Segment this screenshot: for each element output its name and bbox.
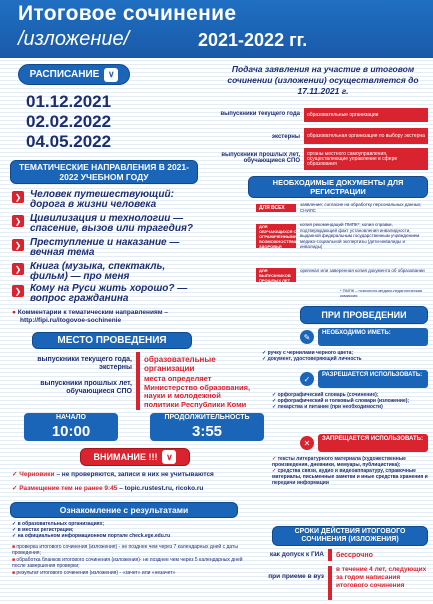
list-item: ✓ орфографический словарь (сочинение); [272,392,379,398]
list-item: ✓ в образовательных организациях; [12,521,105,527]
check-icon: ✓ [300,372,314,386]
place-where-1: образовательные организации [144,355,216,373]
documents-who-2: ДЛЯ ОБУЧАЮЩИХСЯ С ОГРАНИЧЕННЫМИ ВОЗМОЖНОСТЯМИ ЗДОРОВЬЯ [256,224,296,248]
list-item: ✓ ручку с чернилами черного цвета; [262,350,354,356]
place-who-2: выпускники прошлых лет, обучающиеся СПО [40,380,132,395]
application-where-1: образовательные организации [304,108,428,122]
schedule-label: РАСПИСАНИЕ [29,69,100,80]
validity-label-1: как допуск к ГИА [269,551,324,558]
during-heading: ПРИ ПРОВЕДЕНИИ [300,306,428,324]
documents-what-1: заявление; согласие на обработку персональных данных; СНИЛС [300,202,422,213]
validity-marker [328,566,332,600]
check-icon: ✓ [12,471,18,478]
topics-comments: ● Комментарии к тематическим направлениям – http://fipi.ru/itogovoe-sochinenie [12,309,168,324]
list-item: ■ обработка бланков итогового сочинения (изложения)- не позднее чем через 5 календарных дней после завершения проверки; [12,557,243,569]
application-who-2: экстерны [271,134,300,140]
check-icon: ✓ [12,485,18,492]
arrow-right-icon: ❯ [12,285,24,297]
topics-comments-link[interactable]: http://fipi.ru/itogovoe-sochinenie [20,317,122,324]
application-heading: Подача заявления на участие в итоговом сочинении (изложении) осуществляется до 17.11.2021 г. [227,64,419,96]
page-title: Итоговое сочинение [18,2,237,25]
list-item: ✓ на официальном информационном портале check.ege.edu.ru [12,533,171,539]
validity-value-1: бессрочно [336,552,373,559]
forbidden-list [272,456,428,486]
topic-item: ❯ Кому на Руси жить хорошо? — вопрос гражданина [12,284,202,304]
page-year: 2021-2022 гг. [198,30,308,50]
list-item: ✓ лекарства и питание (при необходимости) [272,404,383,410]
duration-value: 3:55 [191,423,223,440]
place-marker [136,352,140,374]
documents-who-3: ДЛЯ ВЫПУСКНИКОВ ПРОШЛЫХ ЛЕТ [256,268,296,282]
need-list [262,350,428,362]
documents-heading: НЕОБХОДИМЫЕ ДОКУМЕНТЫ ДЛЯ РЕГИСТРАЦИИ [248,176,428,198]
arrow-right-icon: ❯ [12,191,24,203]
validity-label-2: при приеме в вуз [268,573,324,580]
topic-item: ❯ Человек путешествующий: дорога в жизни человека [12,190,202,210]
attention-label: ВНИМАНИЕ !!! [93,452,158,462]
forbidden-icon: ✕ [300,436,314,450]
documents-who-1: ДЛЯ ВСЕХ [256,204,296,212]
list-item: ■ проверка итогового сочинения (изложения) - не позднее чем через 7 календарных дней с даты проведения; [12,544,238,556]
map-pin-icon: ● [12,309,16,316]
topic-item: ❯ Преступление и наказание — вечная тема [12,238,202,258]
allowed-list [272,392,428,410]
place-who-1: выпускники текущего года, экстерны [37,356,132,371]
schedule-date-2: 02.02.2022 [26,112,112,131]
application-where-3: органы местного самоуправления, осуществляющие управление в сфере образования [304,148,428,170]
place-heading: МЕСТО ПРОВЕДЕНИЯ [32,332,192,349]
schedule-button[interactable] [18,64,130,85]
schedule-date-3: 04.05.2022 [26,132,112,151]
results-places [12,521,248,539]
results-heading: Ознакомление с результатами [10,502,238,518]
topics-heading: ТЕМАТИЧЕСКИЕ НАПРАВЛЕНИЯ В 2021-2022 УЧЕБНОМ ГОДУ [10,160,198,184]
chevron-down-icon: ∨ [104,68,118,82]
results-notes [12,544,248,576]
validity-heading: СРОКИ ДЕЙСТВИЯ ИТОГОВОГО СОЧИНЕНИЯ (ИЗЛОЖЕНИЯ) [272,526,428,546]
attention-button[interactable] [80,448,190,466]
attention-line-1: ✓ Черновики – не проверяются, записи в них не учитываются [12,471,214,478]
application-who-3: выпускники прошлых лет, обучающиеся СПО [221,152,300,164]
page-subtitle: /изложение/ [18,28,130,50]
documents-footnote: * ПМПК – психолого-медико-педагогическая комиссия [340,288,423,298]
list-item: ✓ орфографический и толковый словари (изложение); [272,398,410,404]
application-who-1: выпускники текущего года [220,111,300,117]
validity-marker [328,549,332,561]
list-item: ✓ средства связи, аудио и видеоаппаратуру, справочные материалы, письменные заметки и иные средства хранения и передачи информации [272,468,428,486]
place-marker [136,374,140,410]
list-item: ■ результат итогового сочинения (изложения) - «зачет» или «незачет» [12,570,176,576]
list-item: ✓ тексты литературного материала (художественные произведения, дневники, мемуары, публицистика); [272,456,406,468]
duration-box: ПРОДОЛЖИТЕЛЬНОСТЬ [150,413,264,441]
application-where-2: образовательная организация по выбору экстерна [304,128,428,144]
allowed-label: РАЗРЕШАЕТСЯ ИСПОЛЬЗОВАТЬ: [318,370,428,388]
pen-icon: ✎ [300,330,314,344]
topic-item: ❯ Цивилизация и технологии — спасение, вызов или трагедия? [12,214,202,234]
place-where-2: места определяет Министерство образования, науки и молодежной политики Республики Коми [144,374,251,409]
attention-line-2: ✓ Размещение тем не ранее 9:45 – topic.rustest.ru, ricoko.ru [12,485,204,492]
arrow-right-icon: ❯ [12,215,24,227]
start-time-box: НАЧАЛО [24,413,118,441]
topic-item: ❯ Книга (музыка, спектакль, фильм) — про меня [12,262,202,282]
list-item: ✓ в местах регистрации; [12,527,74,533]
forbidden-label: ЗАПРЕЩАЕТСЯ ИСПОЛЬЗОВАТЬ: [318,434,428,452]
list-item: ✓ документ, удостоверяющий личность [262,356,362,362]
arrow-right-icon: ❯ [12,239,24,251]
validity-value-2: в течение 4 лет, следующих за годом написания итогового сочинения [336,566,427,589]
start-time-value: 10:00 [51,423,91,440]
chevron-down-icon: ∨ [162,450,176,464]
documents-what-2: копия рекомендаций ПМПК*; копия справки, подтверждающей факт установления инвалидности, выданной федеральным государственным учреждением медико-социальной экспертизы (дети-инвалиды и инвалиды) [300,222,420,249]
documents-what-3: оригинал или заверенная копия документа об образовании [300,268,425,273]
schedule-date-1: 01.12.2021 [26,92,112,111]
need-label: НЕОБХОДИМО ИМЕТЬ: [318,328,428,346]
arrow-right-icon: ❯ [12,263,24,275]
